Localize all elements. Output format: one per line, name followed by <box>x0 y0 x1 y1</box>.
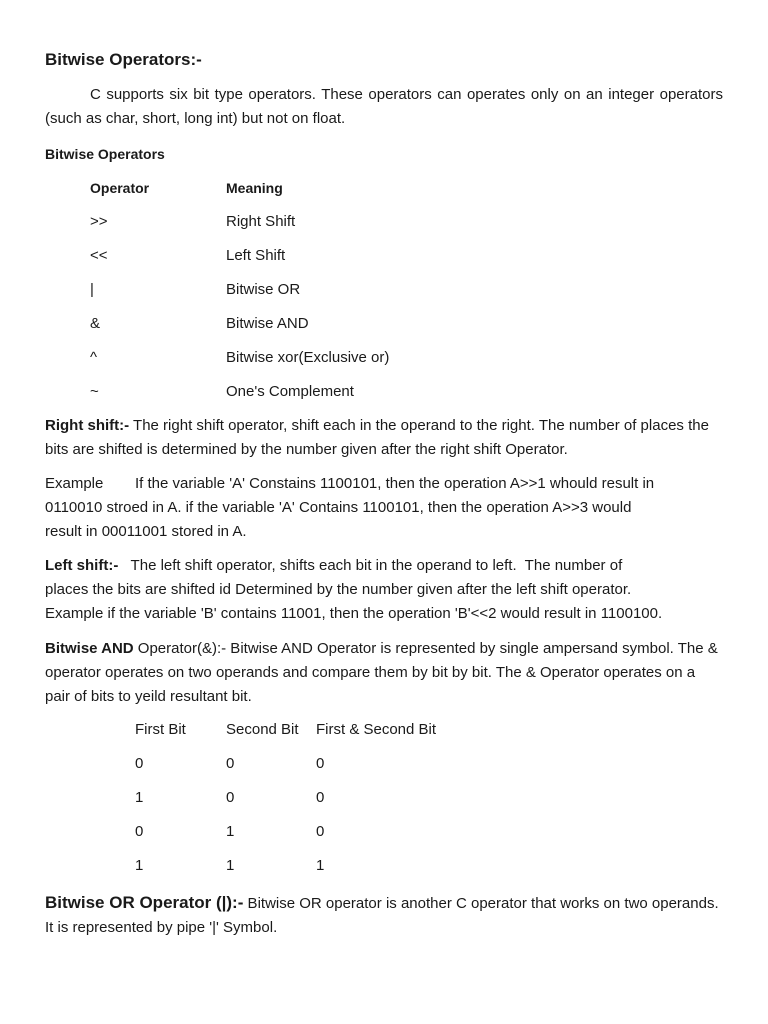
result-value: 0 <box>316 823 325 840</box>
table-row <box>45 278 723 302</box>
left-shift-line-2: places the bits are shifted id Determined by the number given after the left shift operator. <box>45 581 632 598</box>
operator-meaning: Bitwise OR <box>226 281 301 298</box>
second-bit-value: 1 <box>226 823 235 840</box>
example-line-2: 0110010 stroed in A. if the variable 'A' Contains 1100101, then the operation A>>3 would <box>45 499 632 516</box>
bitwise-or-label: Bitwise OR Operator (|):- <box>45 893 244 912</box>
example-line-3: result in 00011001 stored in A. <box>45 523 247 540</box>
table-row <box>45 346 723 370</box>
result-value: 1 <box>316 857 325 874</box>
second-bit-value: 0 <box>226 755 235 772</box>
left-shift-label: Left shift:- <box>45 557 119 574</box>
operator-column-header: Operator <box>90 180 150 196</box>
operators-heading: Bitwise Operators <box>45 146 165 162</box>
operator-symbol: >> <box>90 213 108 230</box>
example-line-1: If the variable 'A' Constains 1100101, then the operation A>>1 whould result in <box>135 475 655 492</box>
first-bit-value: 1 <box>135 789 144 806</box>
intro-paragraph: C supports six bit type operators. These operators can operates only on an integer operators (such as char, short, long int) but not on float. <box>45 86 723 127</box>
operators-table-header <box>45 176 723 200</box>
operator-symbol: | <box>90 281 94 298</box>
table-row <box>45 820 723 844</box>
table-row <box>45 380 723 404</box>
page-title: Bitwise Operators:- <box>45 50 202 69</box>
meaning-column-header: Meaning <box>226 180 283 196</box>
result-header: First & Second Bit <box>316 721 437 738</box>
right-shift-paragraph <box>45 414 723 462</box>
example-paragraph <box>45 472 735 544</box>
operator-meaning: Bitwise xor(Exclusive or) <box>226 349 390 366</box>
first-bit-value: 0 <box>135 823 144 840</box>
result-value: 0 <box>316 789 325 806</box>
table-row <box>45 752 723 776</box>
second-bit-value: 0 <box>226 789 235 806</box>
operator-symbol: ~ <box>90 383 99 400</box>
operator-meaning: Bitwise AND <box>226 315 309 332</box>
second-bit-header: Second Bit <box>226 721 299 738</box>
right-shift-label: Right shift:- <box>45 417 130 434</box>
operator-symbol: ^ <box>90 349 98 366</box>
left-shift-paragraph <box>45 554 735 626</box>
table-row <box>45 244 723 268</box>
table-row <box>45 786 723 810</box>
bitwise-or-text: Bitwise OR operator is another C operator that works on two operands. It is represented by pipe '|' Symbol. <box>45 895 719 936</box>
first-bit-header: First Bit <box>135 721 186 738</box>
bitwise-or-paragraph <box>45 891 723 940</box>
bitwise-and-text: Operator(&):- Bitwise AND Operator is represented by single ampersand symbol. The & operator operates on two operands and compare them by bit by bit. The & Operator operates on a pair of bits to yeild resultant bit. <box>45 640 718 705</box>
left-shift-line-3: Example if the variable 'B' contains 11001, then the operation 'B'<<2 would result in 1100100. <box>45 605 663 622</box>
first-bit-value: 1 <box>135 857 144 874</box>
left-shift-line-1: The left shift operator, shifts each bit in the operand to left. The number of <box>118 557 623 574</box>
example-label: Example <box>45 475 104 492</box>
operator-symbol: << <box>90 247 108 264</box>
operator-meaning: One's Complement <box>226 383 354 400</box>
first-bit-value: 0 <box>135 755 144 772</box>
table-row <box>45 312 723 336</box>
bitwise-and-paragraph <box>45 637 723 709</box>
result-value: 0 <box>316 755 325 772</box>
operator-symbol: & <box>90 315 101 332</box>
bitwise-and-label: Bitwise AND <box>45 640 134 657</box>
table-row <box>45 854 723 878</box>
second-bit-value: 1 <box>226 857 235 874</box>
operator-meaning: Right Shift <box>226 213 296 230</box>
table-row <box>45 210 723 234</box>
truth-table-header <box>45 718 723 742</box>
right-shift-text: The right shift operator, shift each in the operand to the right. The number of places the bits are shifted is determined by the number given after the right shift Operator. <box>45 417 709 458</box>
operator-meaning: Left Shift <box>226 247 286 264</box>
